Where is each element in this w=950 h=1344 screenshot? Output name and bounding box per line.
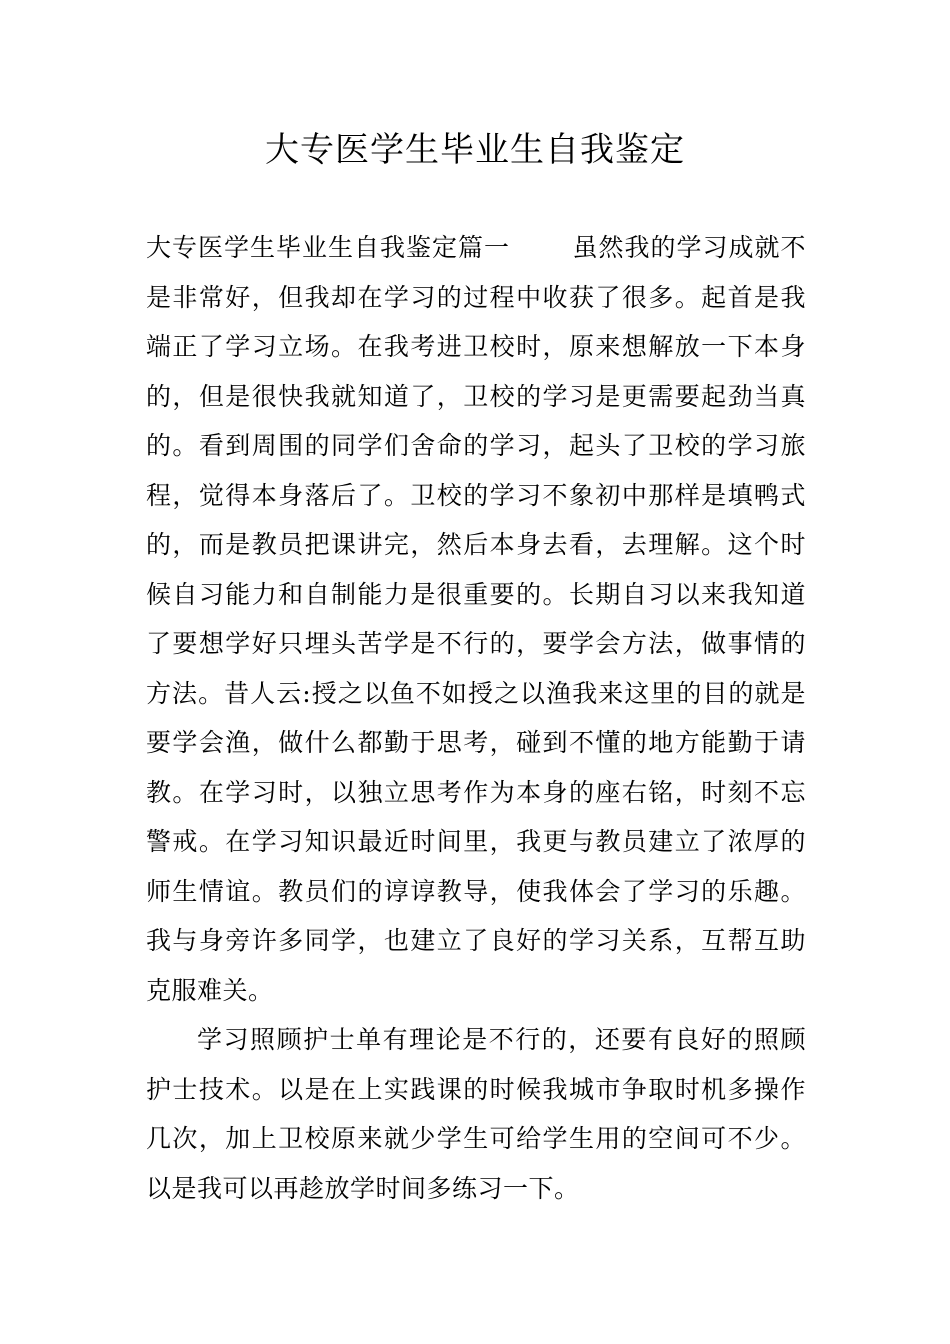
document-title: 大专医学生毕业生自我鉴定 (265, 130, 685, 170)
paragraph-2 (146, 1015, 806, 1213)
paragraph-2-text: 学习照顾护士单有理论是不行的，还要有良好的照顾护士技术。以是在上实践课的时候我城市争取时机多操作几次，加上卫校原来就少学生可给学生用的空间可不少。以是我可以再趁放学时间多练习一下。 (146, 1025, 806, 1203)
paragraph-1-text: 虽然我的学习成就不是非常好，但我却在学习的过程中收获了很多。起首是我端正了学习立场。在我考进卫校时，原来想解放一下本身的，但是很快我就知道了，卫校的学习是更需要起劲当真的。看到周围的同学们舍命的学习，起头了卫校的学习旅程，觉得本身落后了。卫校的学习不象初中那样是填鸭式的，而是教员把课讲完，然后本身去看，去理解。这个时候自习能力和自制能力是很重要的。长期自习以来我知道了要想学好只埋头苦学是不行的，要学会方法，做事情的方法。昔人云:授之以鱼不如授之以渔我来这里的目的就是要学会渔，做什么都勤于思考，碰到不懂的地方能勤于请教。在学习时，以独立思考作为本身的座右铭，时刻不忘警戒。在学习知识最近时间里，我更与教员建立了浓厚的师生情谊。教员们的谆谆教导，使我体会了学习的乐趣。我与身旁许多同学，也建立了良好的学习关系，互帮互助克服难关。 (146, 233, 806, 1005)
section-heading: 大专医学生毕业生自我鉴定篇一 (146, 233, 510, 262)
document-body (146, 223, 806, 1213)
paragraph-1 (146, 223, 806, 1015)
